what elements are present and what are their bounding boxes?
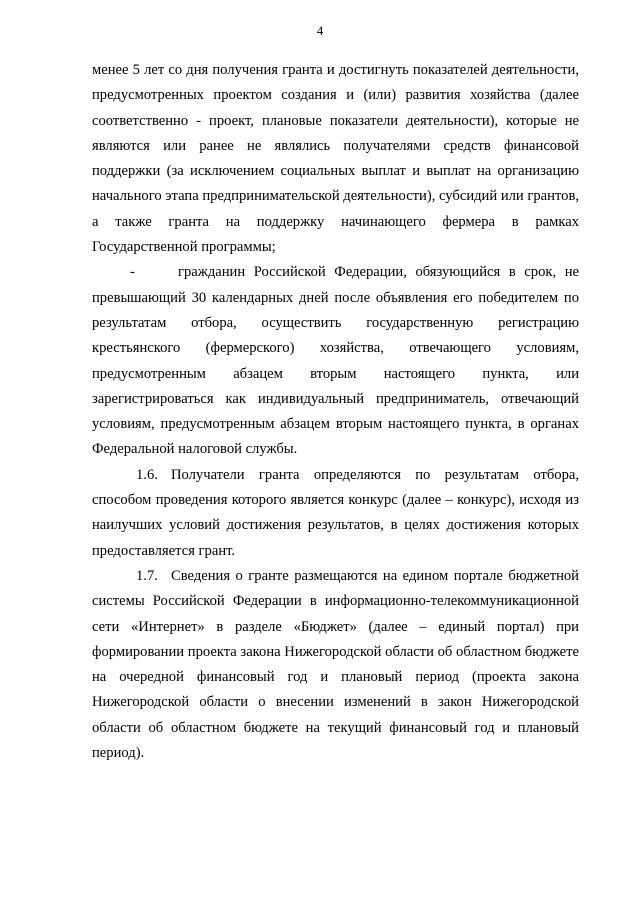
clause-text: Сведения о гранте размещаются на едином портале бюджетной системы Российской Федерации в информационно-телекоммуникационной сети «Интернет» в разделе «Бюджет» (далее – единый портал) при формировании проекта закона Нижегородской области об областном бюджете на очередной финансовый год и плановый период (проекта закона Нижегородской области о внесении изменений в закон Нижегородской области об областном бюджете на текущий финансовый год и плановый период). xyxy=(92,567,579,762)
list-item-text: гражданин Российской Федерации, обязующийся в срок, не превышающий 30 календарных дней после объявления его победителем по результатам отбора, осуществить государственную регистрацию крестьянского (фермерского) хозяйства, отвечающего условиям, предусмотренным абзацем вторым настоящего пункта, или зарегистрироваться как индивидуальный предприниматель, отвечающий условиям, предусмотренным абзацем вторым настоящего пункта, в органах Федеральной налоговой службы. xyxy=(92,264,579,458)
paragraph-1-6 xyxy=(92,463,579,564)
document-body xyxy=(92,58,579,766)
paragraph-continuation: менее 5 лет со дня получения гранта и достигнуть показателей деятельности, предусмотренных проектом создания и (или) развития хозяйства (далее соответственно - проект, плановые показатели деятельности), которые не являются или ранее не являлись получателями средств финансовой поддержки (за исключением социальных выплат и выплат на организацию начального этапа предпринимательской деятельности), субсидий или грантов, а также гранта на поддержку начинающего фермера в рамках Государственной программы; xyxy=(92,62,579,256)
paragraph-1-7 xyxy=(92,564,579,766)
list-item-dash xyxy=(92,260,579,462)
clause-number: 1.7. xyxy=(136,567,158,584)
list-dash-marker: - xyxy=(130,264,135,281)
page-number: 4 xyxy=(316,23,324,38)
clause-text: Получатели гранта определяются по результатам отбора, способом проведения которого является конкурс (далее – конкурс), исходя из наилучших условий достижения результатов, в целях достижения которых предоставляется грант. xyxy=(92,466,579,559)
clause-number: 1.6. xyxy=(136,466,158,483)
